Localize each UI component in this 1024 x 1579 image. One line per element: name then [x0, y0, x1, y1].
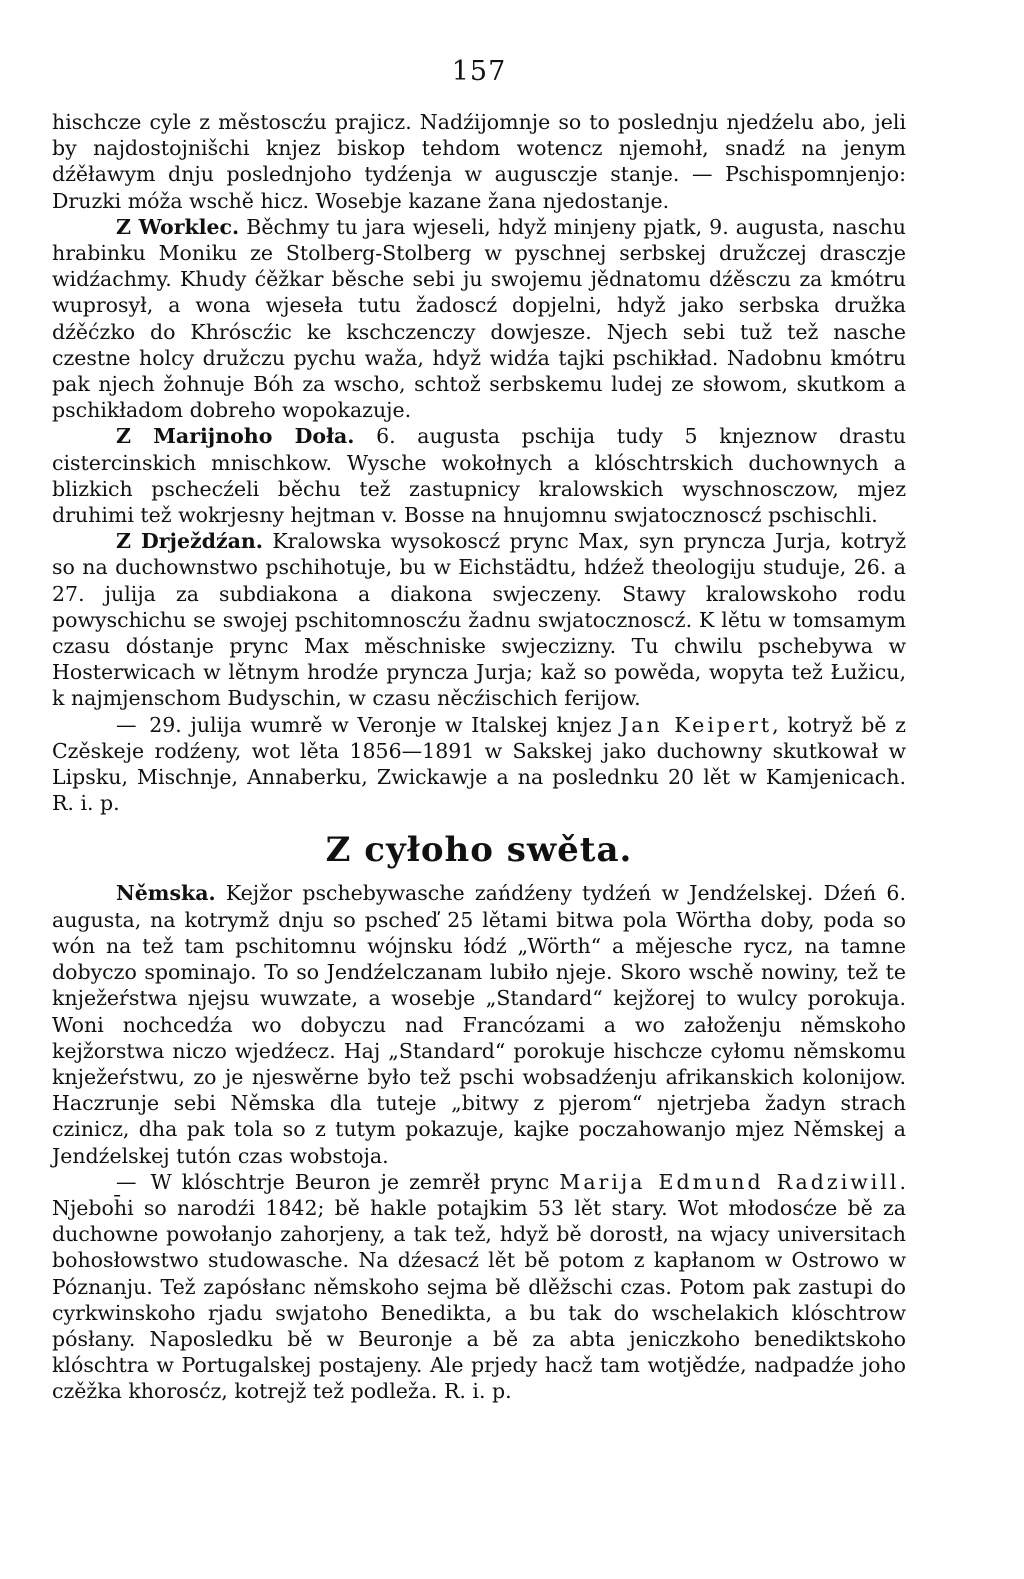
paragraph-lead: Z Marijnoho Doła. [116, 424, 355, 449]
paragraph-text: Běchmy tu jara wjeseli, hdyž minjeny pjatk, 9. augusta, naschu hrabinku Moniku ze Stolberg-Stolberg w pyschnej serbskej družczej drasczje widźachmy. Khudy ćěžkar běsche sebi ju swojemu jědnatomu dźěsczu za kmótru wuprosył, a wona wjeseła tutu žadoscź dopjelni, hdyž jako serbska družka dźěćzko do Khróscźic ke kschczenczy dowjesze. Njech sebi tuž tež nasche czestne holcy družczu pychu waža, hdyž widźa tajki pschikład. Nadobnu kmótru pak njech žohnuje Bóh za wscho, schtož serbskemu ludej ze słowom, skutkom a pschikładom dobreho wopokazuje. [52, 214, 906, 423]
paragraph-text: Kralowska wysokoscź prync Max, syn pryncza Jurja, kotryž so na duchownstwo pschihotuje, bu w Eichstädtu, hdźež theologiju studuje, 26. a 27. julija za subdiakona a diakona swjeczeny. Stawy kralowskoho rodu powyschichu se swojej pschitomnoscźu žadnu swjatocznoscź. K lětu w tomsamym czasu dóstanje prync Max měschniske swjeczizny. Tu chwilu pschebywa w Hosterwicach w lětnym hrodźe pryncza Jurja; kaž so powěda, wopyta tež Łužicu, k najmjenschom Budyschin, w czasu něcźischich ferijow. [52, 529, 906, 711]
paragraph-continued: hischcze cyle z městoscźu prajicz. Nadźijomnje so to poslednju njedźelu abo, jeli by najdostojnišchi knjez biskop tehdom wotencz njemohł, snadź na jenym dźěławym dnju poslednjoho tydźenja w augusczje stanje. — Pschispomnjenjo: Druzki móža wschě hicz. Wosebje kazane žana njedostanje. [52, 110, 906, 213]
paragraph-lead: Z Drježdźan. [116, 529, 263, 554]
paragraph-text: . Njeboh̄i so narodźi 1842; bě hakle potajkim 53 lět stary. Wot młodosćze bě za duchowne powołanjo zahorjeny, a tak tež, hdyž bě dorostł, na wjacy universitach bohosłowstwo studowasche. Na dźesacź lět bě potom z kapłanom w Ostrowo w Póznanju. Tež zapósłanc němskoho sejma bě dlěžschi czas. Potom pak zastupi do cyrkwinskoho rjadu swjatoho Benedikta, a bu tak do wschelakich klóschtrow pósłany. Naposledku bě w Beuronje a bě za abta jeniczkoho benediktskoho klóschtra w Portugalskej postajeny. Ale prjedy hacž tam wotjědźe, nadpadźe joho czěžka khorosćz, kotrejž tež podleža. R. i. p. [52, 1169, 906, 1404]
paragraph-marijny-dol [52, 423, 906, 528]
paragraph-text: , kotryž bě z Czěskeje rodźeny, wot lěta 1856—1891 w Sakskej jako duchowny skutkował w Lipsku, Mischnje, Annaberku, Zwickawje a na poslednku 20 lět w Kamjenicach. R. i. p. [52, 712, 906, 816]
paragraph-drjezdzany [52, 528, 906, 711]
section-heading: Z cyłoho swěta. [325, 830, 633, 871]
em-dash: — [116, 1169, 137, 1194]
paragraph-nemska [52, 880, 906, 1168]
paragraph-lead: Němska. [116, 881, 216, 906]
paragraph-lead: Z Worklec. [116, 214, 240, 239]
person-name: Jan Keipert [620, 712, 773, 737]
paragraph-worklec [52, 214, 906, 424]
paragraph-text: 6. augusta pschija tudy 5 knjeznow drastu cistercinskich mnischkow. Wysche wokołnych a klóschtrskich duchownych a blizkich pschecźeli běchu tež zastupnicy kralowskich wyschnosczow, mjez druhimi tež wokrjesny hejtman v. Bosse na hnujomnu swjatocznoscź pschischli. [52, 424, 906, 528]
person-name: Marija Edmund Radziwill [559, 1169, 900, 1194]
paragraph-text: W klóschtrje Beuron je zemrěł prync [150, 1169, 560, 1194]
em-dash: — [116, 712, 137, 737]
page-number: 157 [451, 56, 507, 87]
paragraph-text: Kejžor pschebywasche zańdźeny tydźeń w Jendźelskej. Dźeń 6. augusta, na kotrymž dnju so pscheď 25 lětami bitwa pola Wörtha doby, poda so wón na tež tam pschitomnu wójnsku łódź „Wörth“ a mějesche rycz, na tamne dobyczo spominajo. To so Jendźelczanam lubiło njeje. Skoro wschě nowiny, tež te knježeŕstwa njejsu wuwzate, a wosebje „Standard“ kejžorej to wulcy porokuja. Woni nochcedźa wo dobyczu nad Francózami a wo załoženju němskoho kejžorstwa niczo wjedźecz. Haj „Standard“ porokuje hischcze cyłomu němskomu knježeŕstwu, zo je njeswěrne było tež pschi wobsadźenju afrikanskich kolonijow. Haczrunje sebi Němska dla tuteje „bitwy z pjerom“ njetrjeba žadyn strach czinicz, dha pak tola so z tutym pokazuje, kajke poczahowanjo mjez Němskej a Jendźelskej tutón czas wobstoja. [52, 881, 906, 1168]
paragraph-keipert [52, 712, 906, 817]
paragraph-text: 29. julija wumrě w Veronje w Italskej knjez [149, 712, 621, 737]
paragraph-radziwill [52, 1169, 906, 1405]
